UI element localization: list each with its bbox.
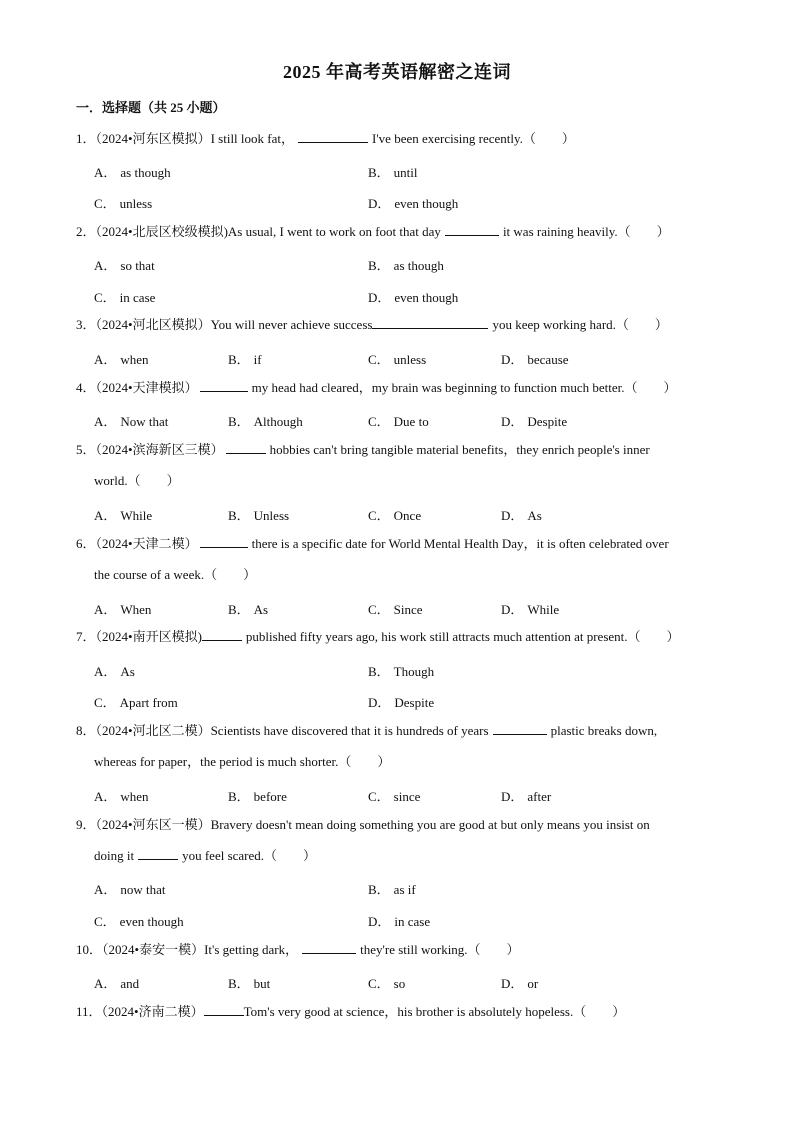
options-2	[94, 255, 714, 275]
option-text: before	[253, 789, 287, 804]
question-text: Scientists have discovered that it is hundreds of years	[210, 723, 489, 738]
question-text: published fifty years ago, his work still attracts much attention at present.（ ）	[245, 629, 680, 644]
option-text: When	[120, 602, 152, 617]
option-letter: A．	[94, 664, 117, 679]
option-letter: C．	[94, 290, 116, 305]
question-text: my head had cleared，my brain was beginning to function much better.（ ）	[251, 380, 677, 395]
option-text: in case	[394, 914, 431, 929]
option-text: Once	[393, 508, 422, 523]
option-letter: D．	[368, 914, 391, 929]
option-d[interactable]	[501, 349, 569, 368]
option-b[interactable]	[228, 786, 287, 805]
option-a[interactable]	[94, 505, 152, 524]
question-3	[76, 309, 720, 340]
option-text: As	[120, 664, 135, 679]
option-text: Due to	[393, 414, 429, 429]
option-text: Since	[393, 602, 423, 617]
option-letter: D．	[501, 414, 524, 429]
option-text: when	[120, 352, 149, 367]
option-text: As	[527, 508, 542, 523]
options-1b	[94, 193, 714, 213]
option-text: Despite	[394, 695, 435, 710]
page-title: 2025 年高考英语解密之连词	[283, 62, 511, 82]
question-number: 11．	[76, 1004, 102, 1019]
option-c[interactable]	[368, 599, 423, 618]
question-4	[76, 372, 720, 403]
question-source: （2024•济南二模）	[101, 1004, 204, 1019]
option-letter: B．	[368, 664, 390, 679]
option-letter: A．	[94, 258, 117, 273]
option-b[interactable]	[228, 505, 289, 524]
question-text: I still look fat，	[210, 131, 294, 146]
question-source: （2024•天津二模）	[95, 536, 198, 551]
option-text: While	[527, 602, 560, 617]
option-letter: C．	[368, 508, 390, 523]
option-letter: D．	[501, 352, 524, 367]
option-b[interactable]	[368, 162, 418, 181]
option-text: when	[120, 789, 149, 804]
question-text: you feel scared.（ ）	[182, 848, 317, 863]
question-source: （2024•河北区模拟）	[95, 317, 211, 332]
option-a[interactable]	[94, 255, 155, 274]
option-text: so that	[120, 258, 155, 273]
option-text: unless	[393, 352, 427, 367]
option-d[interactable]	[501, 599, 559, 618]
option-letter: C．	[368, 602, 390, 617]
answer-blank[interactable]	[200, 378, 248, 392]
option-text: as though	[393, 258, 444, 273]
option-text: Now that	[120, 414, 169, 429]
option-a[interactable]	[94, 973, 139, 992]
option-text: While	[120, 508, 153, 523]
options-8	[94, 786, 714, 806]
question-text: you keep working hard.（ ）	[492, 317, 668, 332]
option-text: after	[527, 789, 552, 804]
answer-blank[interactable]	[202, 627, 242, 641]
option-letter: A．	[94, 352, 117, 367]
answer-blank[interactable]	[298, 129, 368, 143]
question-source: （2024•河东区一模）	[95, 817, 211, 832]
question-number: 9．	[76, 817, 96, 832]
question-9	[76, 809, 720, 871]
option-c[interactable]	[368, 973, 405, 992]
question-source: （2024•南开区模拟)	[95, 629, 202, 644]
question-5	[76, 434, 720, 496]
question-text: You will never achieve success	[210, 317, 373, 332]
option-letter: B．	[228, 602, 250, 617]
question-source: （2024•泰安一模）	[102, 942, 205, 957]
option-letter: B．	[228, 508, 250, 523]
option-d[interactable]	[501, 505, 542, 524]
options-1	[94, 162, 714, 182]
answer-blank[interactable]	[372, 315, 488, 329]
option-d[interactable]	[368, 911, 430, 930]
option-a[interactable]	[94, 786, 149, 805]
option-b[interactable]	[368, 661, 434, 680]
question-number: 3．	[76, 317, 96, 332]
options-2b	[94, 287, 714, 307]
question-number: 8．	[76, 723, 96, 738]
option-a[interactable]	[94, 661, 135, 680]
options-4	[94, 411, 714, 431]
option-text: until	[393, 165, 418, 180]
option-d[interactable]	[368, 193, 458, 212]
question-number: 2．	[76, 224, 96, 239]
question-11	[76, 996, 720, 1027]
option-letter: C．	[368, 789, 390, 804]
option-text: Unless	[253, 508, 290, 523]
options-10	[94, 973, 714, 993]
question-text: doing it	[94, 848, 135, 863]
option-text: Although	[253, 414, 303, 429]
question-number: 6．	[76, 536, 96, 551]
option-text: As	[253, 602, 269, 617]
option-b[interactable]	[228, 973, 270, 992]
option-a[interactable]	[94, 349, 149, 368]
option-letter: D．	[501, 602, 524, 617]
question-6	[76, 528, 720, 590]
option-text: as if	[393, 882, 416, 897]
option-a[interactable]	[94, 879, 166, 898]
option-letter: C．	[94, 914, 116, 929]
question-text: there is a specific date for World Mental Health Day，it is often celebrated over	[251, 536, 669, 551]
option-letter: B．	[368, 258, 390, 273]
question-source: （2024•天津模拟）	[95, 380, 198, 395]
option-letter: D．	[368, 290, 391, 305]
question-text-continued: the course of a week.（ ）	[94, 567, 257, 582]
option-letter: C．	[368, 976, 390, 991]
options-6	[94, 599, 714, 619]
option-b[interactable]	[368, 879, 416, 898]
option-letter: B．	[368, 882, 390, 897]
option-d[interactable]	[368, 287, 458, 306]
option-text: but	[253, 976, 271, 991]
option-letter: B．	[228, 414, 250, 429]
question-source: （2024•河东区模拟）	[95, 131, 211, 146]
option-text: Though	[393, 664, 435, 679]
option-a[interactable]	[94, 162, 171, 181]
option-c[interactable]	[368, 349, 426, 368]
answer-blank[interactable]	[226, 440, 266, 454]
option-text: even though	[119, 914, 184, 929]
option-letter: B．	[228, 976, 250, 991]
options-5	[94, 505, 714, 525]
option-letter: A．	[94, 414, 117, 429]
answer-blank[interactable]	[200, 534, 248, 548]
options-7b	[94, 692, 714, 712]
option-d[interactable]	[368, 692, 434, 711]
question-text-continued	[76, 840, 720, 871]
option-letter: B．	[368, 165, 390, 180]
question-text: they're still working.（ ）	[360, 942, 520, 957]
section-heading: 一．选择题（共 25 小题）	[76, 100, 226, 115]
options-3	[94, 349, 714, 369]
option-d[interactable]	[501, 973, 538, 992]
question-7	[76, 621, 720, 652]
option-a[interactable]	[94, 411, 168, 430]
question-source: （2024•河北区二模）	[95, 723, 211, 738]
option-text: as though	[120, 165, 171, 180]
question-source: （2024•北辰区校级模拟)	[95, 224, 228, 239]
option-letter: A．	[94, 508, 117, 523]
option-letter: A．	[94, 602, 117, 617]
option-c[interactable]	[94, 911, 184, 930]
option-text: and	[120, 976, 140, 991]
option-letter: C．	[94, 196, 116, 211]
question-number: 7．	[76, 629, 96, 644]
answer-blank[interactable]	[138, 846, 178, 860]
question-text: Tom's very good at science，his brother is absolutely hopeless.（ ）	[243, 1004, 626, 1019]
answer-blank[interactable]	[445, 222, 499, 236]
question-number: 5．	[76, 442, 96, 457]
question-text: plastic breaks down,	[550, 723, 658, 738]
question-source: （2024•滨海新区三模）	[95, 442, 224, 457]
option-text: even though	[394, 290, 459, 305]
option-d[interactable]	[501, 786, 551, 805]
question-text: hobbies can't bring tangible material benefits，they enrich people's inner	[269, 442, 650, 457]
option-text: Apart from	[119, 695, 178, 710]
option-b[interactable]	[368, 255, 444, 274]
option-b[interactable]	[228, 599, 268, 618]
question-text: I've been exercising recently.（ ）	[372, 131, 575, 146]
question-number: 1．	[76, 131, 96, 146]
option-c[interactable]	[94, 692, 178, 711]
question-text: It's getting dark，	[204, 942, 299, 957]
question-2	[76, 216, 720, 247]
option-text: so	[393, 976, 406, 991]
option-letter: D．	[368, 196, 391, 211]
options-7	[94, 661, 714, 681]
answer-blank[interactable]	[302, 940, 356, 954]
question-10	[76, 934, 720, 965]
answer-blank[interactable]	[493, 721, 547, 735]
option-letter: D．	[501, 508, 524, 523]
option-c[interactable]	[368, 411, 429, 430]
answer-blank[interactable]	[204, 1002, 244, 1016]
option-b[interactable]	[228, 349, 262, 368]
option-letter: A．	[94, 976, 117, 991]
options-9b	[94, 911, 714, 931]
option-letter: B．	[228, 352, 250, 367]
option-text: now that	[120, 882, 166, 897]
question-8	[76, 715, 720, 777]
option-b[interactable]	[228, 411, 303, 430]
question-text: As usual, I went to work on foot that day	[227, 224, 441, 239]
option-letter: A．	[94, 165, 117, 180]
option-text: Despite	[527, 414, 568, 429]
option-letter: D．	[501, 976, 524, 991]
option-letter: A．	[94, 789, 117, 804]
question-number: 4．	[76, 380, 96, 395]
option-letter: C．	[368, 352, 390, 367]
options-9	[94, 879, 714, 899]
question-text: it was raining heavily.（ ）	[502, 224, 670, 239]
option-c[interactable]	[94, 193, 152, 212]
option-text: or	[527, 976, 539, 991]
option-c[interactable]	[94, 287, 155, 306]
question-text-continued: world.（ ）	[94, 473, 180, 488]
option-letter: D．	[501, 789, 524, 804]
question-number: 10．	[76, 942, 103, 957]
question-1	[76, 123, 720, 154]
option-text: even though	[394, 196, 459, 211]
option-text: unless	[119, 196, 153, 211]
option-letter: C．	[368, 414, 390, 429]
option-d[interactable]	[501, 411, 567, 430]
option-text: if	[253, 352, 262, 367]
option-text: since	[393, 789, 421, 804]
option-text: in case	[119, 290, 156, 305]
question-text: Bravery doesn't mean doing something you are good at but only means you insist on	[210, 817, 650, 832]
option-letter: B．	[228, 789, 250, 804]
option-letter: C．	[94, 695, 116, 710]
option-c[interactable]	[368, 505, 421, 524]
question-text-continued: whereas for paper，the period is much shorter.（ ）	[94, 754, 391, 769]
option-letter: D．	[368, 695, 391, 710]
option-a[interactable]	[94, 599, 151, 618]
option-c[interactable]	[368, 786, 420, 805]
option-letter: A．	[94, 882, 117, 897]
option-text: because	[527, 352, 569, 367]
